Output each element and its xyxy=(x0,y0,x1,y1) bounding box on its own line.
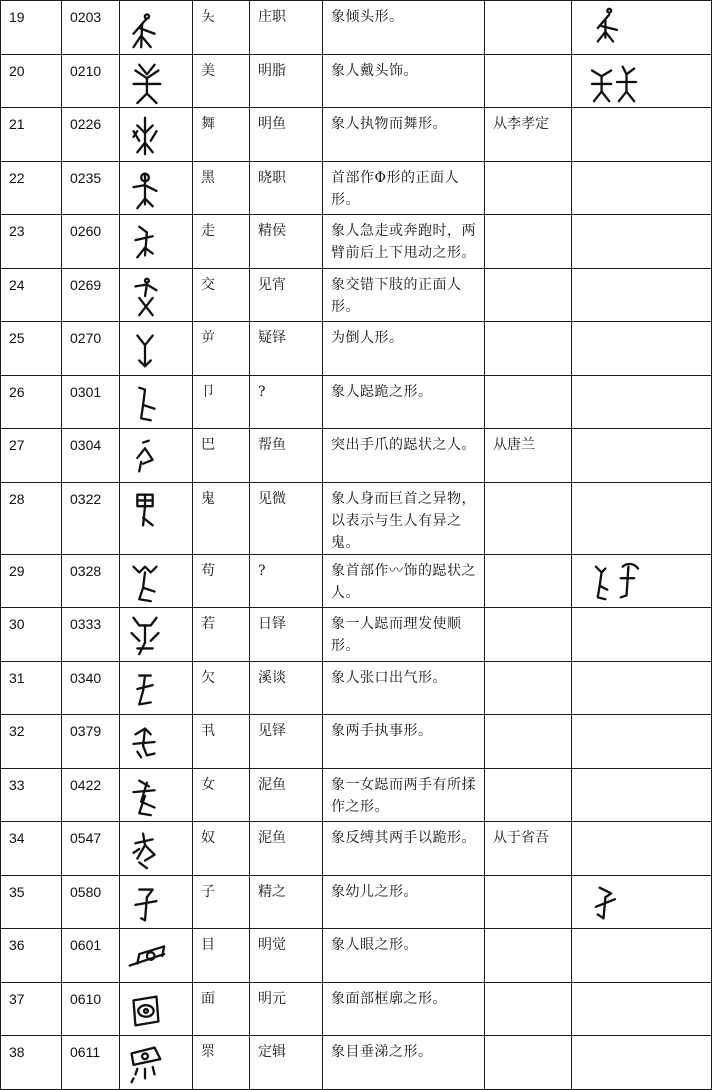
row-description: 象面部框廓之形。 xyxy=(323,982,485,1036)
variant-cell xyxy=(572,661,712,715)
row-number: 30 xyxy=(1,608,62,662)
row-phonology: ? xyxy=(250,554,323,608)
row-attribution: 从唐兰 xyxy=(485,429,572,483)
variant-cell xyxy=(572,608,712,662)
row-phonology: 庄职 xyxy=(250,1,323,55)
row-description: 象人急走或奔跑时，两臂前后上下甩动之形。 xyxy=(323,215,485,269)
row-attribution xyxy=(485,929,572,983)
row-description: 象反缚其两手以跪形。 xyxy=(323,822,485,876)
row-code: 0260 xyxy=(62,215,120,269)
glyph-cell xyxy=(120,161,193,215)
row-attribution xyxy=(485,982,572,1036)
oracle-glyph-ni xyxy=(120,326,170,372)
row-code: 0203 xyxy=(62,1,120,55)
table-row xyxy=(1,822,712,876)
variant-cell xyxy=(572,322,712,376)
variant-cell xyxy=(572,875,712,929)
row-attribution xyxy=(485,768,572,822)
row-number: 35 xyxy=(1,875,62,929)
row-number: 32 xyxy=(1,715,62,769)
table-row xyxy=(1,268,712,322)
variant-glyph-ze xyxy=(580,5,650,51)
table-row xyxy=(1,108,712,162)
oracle-glyph-hei xyxy=(120,166,170,212)
row-character: 走 xyxy=(193,215,250,269)
row-attribution xyxy=(485,215,572,269)
row-description: 象目垂涕之形。 xyxy=(323,1036,485,1090)
oracle-glyph-jiao xyxy=(120,273,170,319)
row-number: 34 xyxy=(1,822,62,876)
table-body xyxy=(1,1,712,1090)
row-code: 0226 xyxy=(62,108,120,162)
row-description: 象人身而巨首之异物，以表示与生人有异之鬼。 xyxy=(323,482,485,554)
table-row xyxy=(1,982,712,1036)
row-attribution: 从于省吾 xyxy=(485,822,572,876)
row-number: 28 xyxy=(1,482,62,554)
table-row xyxy=(1,1036,712,1090)
row-character: 丮 xyxy=(193,715,250,769)
row-phonology: 精侯 xyxy=(250,215,323,269)
row-description: 象幼儿之形。 xyxy=(323,875,485,929)
table-row xyxy=(1,429,712,483)
table-row xyxy=(1,322,712,376)
row-character: 鬼 xyxy=(193,482,250,554)
row-code: 0210 xyxy=(62,54,120,108)
row-number: 23 xyxy=(1,215,62,269)
row-code: 0610 xyxy=(62,982,120,1036)
row-character: 美 xyxy=(193,54,250,108)
row-number: 31 xyxy=(1,661,62,715)
variant-glyph-zi xyxy=(580,880,650,926)
row-attribution xyxy=(485,875,572,929)
oracle-glyph-jie xyxy=(120,380,170,426)
variant-cell xyxy=(572,215,712,269)
row-number: 25 xyxy=(1,322,62,376)
glyph-cell xyxy=(120,608,193,662)
row-attribution xyxy=(485,54,572,108)
oracle-glyph-nu xyxy=(120,826,170,872)
row-code: 0580 xyxy=(62,875,120,929)
row-phonology: 明鱼 xyxy=(250,108,323,162)
table-row xyxy=(1,875,712,929)
row-phonology: 明觉 xyxy=(250,929,323,983)
variant-cell xyxy=(572,482,712,554)
oracle-glyph-ba xyxy=(120,433,170,479)
row-character: 若 xyxy=(193,608,250,662)
row-character: 舞 xyxy=(193,108,250,162)
row-character: 子 xyxy=(193,875,250,929)
variant-cell xyxy=(572,1036,712,1090)
row-phonology: 精之 xyxy=(250,875,323,929)
row-attribution xyxy=(485,375,572,429)
oracle-glyph-qian xyxy=(120,666,170,712)
glyph-cell xyxy=(120,875,193,929)
row-number: 27 xyxy=(1,429,62,483)
row-description: 为倒人形。 xyxy=(323,322,485,376)
row-character: 奴 xyxy=(193,822,250,876)
table-row xyxy=(1,54,712,108)
variant-cell xyxy=(572,929,712,983)
oracle-glyph-ruo xyxy=(120,612,170,658)
row-code: 0340 xyxy=(62,661,120,715)
oracle-glyph-gui xyxy=(120,487,170,533)
row-code: 0301 xyxy=(62,375,120,429)
row-attribution xyxy=(485,268,572,322)
row-attribution xyxy=(485,1036,572,1090)
row-attribution xyxy=(485,608,572,662)
variant-cell xyxy=(572,822,712,876)
table-row xyxy=(1,1,712,55)
row-description: 象倾头形。 xyxy=(323,1,485,55)
oracle-glyph-ta xyxy=(120,1040,170,1086)
row-code: 0379 xyxy=(62,715,120,769)
row-character: 欠 xyxy=(193,661,250,715)
table-row xyxy=(1,608,712,662)
row-attribution xyxy=(485,554,572,608)
row-code: 0547 xyxy=(62,822,120,876)
row-phonology: 泥鱼 xyxy=(250,822,323,876)
row-attribution xyxy=(485,1,572,55)
glyph-cell xyxy=(120,1,193,55)
variant-cell xyxy=(572,1,712,55)
row-phonology: 明脂 xyxy=(250,54,323,108)
glyph-cell xyxy=(120,661,193,715)
glyph-cell xyxy=(120,768,193,822)
row-description: 象人跽跪之形。 xyxy=(323,375,485,429)
table-row xyxy=(1,375,712,429)
glyph-cell xyxy=(120,375,193,429)
row-phonology: 帮鱼 xyxy=(250,429,323,483)
row-code: 0601 xyxy=(62,929,120,983)
variant-cell xyxy=(572,982,712,1036)
row-character: 夨 xyxy=(193,1,250,55)
row-number: 38 xyxy=(1,1036,62,1090)
row-description: 象首部作〰饰的跽状之人。 xyxy=(323,554,485,608)
row-phonology: 泥鱼 xyxy=(250,768,323,822)
row-attribution xyxy=(485,161,572,215)
row-attribution xyxy=(485,322,572,376)
oracle-glyph-ji2 xyxy=(120,719,170,765)
glyph-cell xyxy=(120,268,193,322)
row-phonology: 晓职 xyxy=(250,161,323,215)
row-description: 象人执物而舞形。 xyxy=(323,108,485,162)
row-number: 37 xyxy=(1,982,62,1036)
row-code: 0422 xyxy=(62,768,120,822)
glyph-cell xyxy=(120,215,193,269)
oracle-glyph-zou xyxy=(120,219,170,265)
oracle-glyph-mei xyxy=(120,59,170,105)
row-description: 象人戴头饰。 xyxy=(323,54,485,108)
glyph-cell xyxy=(120,108,193,162)
row-attribution xyxy=(485,661,572,715)
row-character: 目 xyxy=(193,929,250,983)
row-character: 女 xyxy=(193,768,250,822)
variant-cell xyxy=(572,429,712,483)
row-number: 19 xyxy=(1,1,62,55)
row-description: 象人张口出气形。 xyxy=(323,661,485,715)
variant-cell xyxy=(572,108,712,162)
row-code: 0269 xyxy=(62,268,120,322)
variant-cell xyxy=(572,161,712,215)
table-row xyxy=(1,161,712,215)
row-number: 24 xyxy=(1,268,62,322)
row-phonology: 见铎 xyxy=(250,715,323,769)
oracle-glyph-wu xyxy=(120,112,170,158)
glyph-cell xyxy=(120,322,193,376)
table-row xyxy=(1,715,712,769)
row-character: 交 xyxy=(193,268,250,322)
row-character: 巴 xyxy=(193,429,250,483)
oracle-glyph-zi xyxy=(120,880,170,926)
row-description: 突出手爪的跽状之人。 xyxy=(323,429,485,483)
variant-glyph-mei xyxy=(580,59,650,105)
row-phonology: ? xyxy=(250,375,323,429)
row-number: 26 xyxy=(1,375,62,429)
row-character: 面 xyxy=(193,982,250,1036)
row-description: 象一女跽而两手有所揉作之形。 xyxy=(323,768,485,822)
variant-cell xyxy=(572,268,712,322)
table-row xyxy=(1,929,712,983)
glyph-cell xyxy=(120,554,193,608)
row-number: 20 xyxy=(1,54,62,108)
glyph-cell xyxy=(120,54,193,108)
glyph-cell xyxy=(120,715,193,769)
row-number: 29 xyxy=(1,554,62,608)
row-number: 21 xyxy=(1,108,62,162)
oracle-glyph-nv xyxy=(120,773,170,819)
variant-cell xyxy=(572,554,712,608)
row-description: 象交错下肢的正面人形。 xyxy=(323,268,485,322)
oracle-glyph-mian xyxy=(120,987,170,1033)
variant-cell xyxy=(572,375,712,429)
row-code: 0322 xyxy=(62,482,120,554)
table-row xyxy=(1,661,712,715)
row-character: 黑 xyxy=(193,161,250,215)
table-row xyxy=(1,482,712,554)
row-phonology: 见宵 xyxy=(250,268,323,322)
row-description: 首部作Φ形的正面人形。 xyxy=(323,161,485,215)
row-number: 22 xyxy=(1,161,62,215)
row-description: 象人眼之形。 xyxy=(323,929,485,983)
row-description: 象两手执事形。 xyxy=(323,715,485,769)
row-code: 0304 xyxy=(62,429,120,483)
table-row xyxy=(1,215,712,269)
variant-cell xyxy=(572,54,712,108)
row-code: 0611 xyxy=(62,1036,120,1090)
table-row xyxy=(1,768,712,822)
row-phonology: 定辑 xyxy=(250,1036,323,1090)
row-character: 卩 xyxy=(193,375,250,429)
table-row xyxy=(1,554,712,608)
glyph-cell xyxy=(120,429,193,483)
row-attribution xyxy=(485,482,572,554)
row-phonology: 明元 xyxy=(250,982,323,1036)
row-phonology: 疑铎 xyxy=(250,322,323,376)
row-code: 0333 xyxy=(62,608,120,662)
row-phonology: 日铎 xyxy=(250,608,323,662)
row-code: 0328 xyxy=(62,554,120,608)
row-character: 苟 xyxy=(193,554,250,608)
variant-cell xyxy=(572,715,712,769)
row-number: 33 xyxy=(1,768,62,822)
variant-cell xyxy=(572,768,712,822)
glyph-cell xyxy=(120,929,193,983)
row-code: 0235 xyxy=(62,161,120,215)
row-attribution: 从李孝定 xyxy=(485,108,572,162)
row-number: 36 xyxy=(1,929,62,983)
row-character: 眔 xyxy=(193,1036,250,1090)
row-attribution xyxy=(485,715,572,769)
oracle-glyph-mu xyxy=(120,933,170,979)
row-description: 象一人跽而理发使顺形。 xyxy=(323,608,485,662)
oracle-glyph-ze xyxy=(120,5,170,51)
oracle-glyph-ji xyxy=(120,559,170,605)
variant-glyph-ji xyxy=(580,559,650,605)
glyph-cell xyxy=(120,982,193,1036)
row-phonology: 溪谈 xyxy=(250,661,323,715)
row-phonology: 见微 xyxy=(250,482,323,554)
glyph-cell xyxy=(120,1036,193,1090)
glyph-cell xyxy=(120,822,193,876)
row-character: 屰 xyxy=(193,322,250,376)
row-code: 0270 xyxy=(62,322,120,376)
glyph-cell xyxy=(120,482,193,554)
